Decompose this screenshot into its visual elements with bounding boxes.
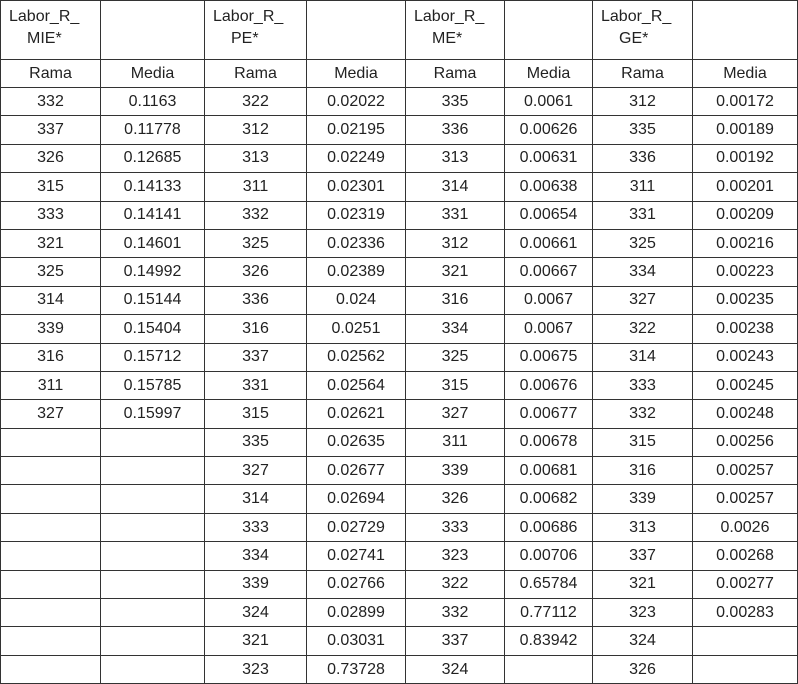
cell-media: 0.1163: [101, 88, 205, 116]
table-row: [1, 258, 798, 286]
cell-media: [693, 627, 798, 655]
cell-media: 0.00686: [505, 513, 593, 541]
cell-media: 0.0026: [693, 513, 798, 541]
group-title-blank: [505, 1, 593, 60]
cell-rama: 322: [406, 570, 505, 598]
cell-media: 0.73728: [307, 655, 406, 683]
cell-rama: [1, 485, 101, 513]
cell-rama: 321: [593, 570, 693, 598]
table-body: [1, 88, 798, 684]
cell-media: 0.15144: [101, 286, 205, 314]
cell-media: [101, 627, 205, 655]
cell-rama: 315: [406, 371, 505, 399]
cell-media: 0.00268: [693, 542, 798, 570]
cell-media: [101, 542, 205, 570]
cell-rama: 333: [406, 513, 505, 541]
column-header-media: Media: [693, 60, 798, 88]
table-row: [1, 201, 798, 229]
cell-media: 0.00172: [693, 88, 798, 116]
group-title-line1: Labor_R_: [213, 8, 284, 25]
cell-media: 0.02621: [307, 400, 406, 428]
cell-rama: 326: [406, 485, 505, 513]
cell-rama: 313: [205, 144, 307, 172]
cell-rama: 325: [593, 229, 693, 257]
cell-media: 0.00675: [505, 343, 593, 371]
cell-media: 0.00235: [693, 286, 798, 314]
cell-rama: 312: [205, 116, 307, 144]
cell-rama: 333: [205, 513, 307, 541]
cell-media: 0.00682: [505, 485, 593, 513]
cell-rama: 337: [406, 627, 505, 655]
cell-rama: 332: [1, 88, 101, 116]
cell-rama: 339: [205, 570, 307, 598]
cell-media: 0.02022: [307, 88, 406, 116]
cell-rama: 312: [593, 88, 693, 116]
cell-rama: 337: [205, 343, 307, 371]
cell-rama: 315: [593, 428, 693, 456]
cell-media: 0.14992: [101, 258, 205, 286]
column-header-rama: Rama: [205, 60, 307, 88]
cell-media: 0.02899: [307, 599, 406, 627]
cell-media: 0.02564: [307, 371, 406, 399]
cell-rama: 335: [406, 88, 505, 116]
cell-media: 0.0067: [505, 315, 593, 343]
cell-rama: 315: [205, 400, 307, 428]
cell-media: 0.02741: [307, 542, 406, 570]
cell-rama: 331: [406, 201, 505, 229]
group-title-line1: Labor_R_: [9, 8, 80, 25]
table-row: [1, 457, 798, 485]
cell-rama: [1, 570, 101, 598]
group-header-row: [1, 1, 798, 60]
column-header-media: Media: [307, 60, 406, 88]
cell-media: 0.00661: [505, 229, 593, 257]
cell-rama: 321: [205, 627, 307, 655]
group-title-blank: [693, 1, 798, 60]
group-title-line2: ME*: [432, 30, 463, 47]
cell-rama: 325: [406, 343, 505, 371]
cell-media: 0.02336: [307, 229, 406, 257]
cell-rama: 323: [205, 655, 307, 683]
cell-media: 0.00654: [505, 201, 593, 229]
cell-rama: 327: [1, 400, 101, 428]
cell-rama: 326: [593, 655, 693, 683]
cell-rama: [1, 542, 101, 570]
cell-media: 0.02249: [307, 144, 406, 172]
cell-rama: [1, 627, 101, 655]
table-row: [1, 627, 798, 655]
table-row: [1, 485, 798, 513]
cell-rama: 321: [1, 229, 101, 257]
cell-rama: 326: [1, 144, 101, 172]
cell-media: 0.00192: [693, 144, 798, 172]
table-row: [1, 116, 798, 144]
cell-media: 0.00256: [693, 428, 798, 456]
cell-media: [693, 655, 798, 683]
cell-media: 0.00678: [505, 428, 593, 456]
cell-rama: 326: [205, 258, 307, 286]
column-header-rama: Rama: [406, 60, 505, 88]
cell-media: [505, 655, 593, 683]
cell-media: 0.02301: [307, 173, 406, 201]
cell-media: 0.15997: [101, 400, 205, 428]
cell-rama: 331: [593, 201, 693, 229]
group-title-line2: GE*: [619, 30, 649, 47]
cell-media: 0.00243: [693, 343, 798, 371]
cell-media: 0.0061: [505, 88, 593, 116]
cell-media: 0.00277: [693, 570, 798, 598]
cell-rama: 311: [593, 173, 693, 201]
group-title: [593, 1, 693, 60]
cell-media: 0.02562: [307, 343, 406, 371]
cell-rama: 324: [593, 627, 693, 655]
cell-media: 0.02195: [307, 116, 406, 144]
cell-rama: 314: [406, 173, 505, 201]
cell-media: [101, 570, 205, 598]
column-header-media: Media: [505, 60, 593, 88]
cell-rama: 332: [205, 201, 307, 229]
cell-media: 0.00209: [693, 201, 798, 229]
cell-rama: 327: [593, 286, 693, 314]
cell-media: 0.00248: [693, 400, 798, 428]
group-title-blank: [307, 1, 406, 60]
cell-rama: 339: [406, 457, 505, 485]
cell-media: 0.00189: [693, 116, 798, 144]
cell-rama: 337: [593, 542, 693, 570]
table-row: [1, 173, 798, 201]
cell-media: [101, 457, 205, 485]
table-row: [1, 315, 798, 343]
group-title-line1: Labor_R_: [601, 8, 672, 25]
cell-media: 0.00283: [693, 599, 798, 627]
cell-media: 0.00638: [505, 173, 593, 201]
cell-media: 0.00257: [693, 485, 798, 513]
cell-media: 0.02319: [307, 201, 406, 229]
cell-media: 0.00676: [505, 371, 593, 399]
cell-media: [101, 599, 205, 627]
cell-rama: 336: [593, 144, 693, 172]
cell-media: 0.02729: [307, 513, 406, 541]
cell-rama: 335: [205, 428, 307, 456]
cell-rama: 324: [205, 599, 307, 627]
cell-rama: 314: [205, 485, 307, 513]
table-row: [1, 400, 798, 428]
cell-media: [101, 655, 205, 683]
cell-rama: 333: [1, 201, 101, 229]
cell-rama: 336: [205, 286, 307, 314]
cell-media: 0.02694: [307, 485, 406, 513]
group-title: [205, 1, 307, 60]
cell-media: 0.00245: [693, 371, 798, 399]
cell-media: 0.00201: [693, 173, 798, 201]
table-row: [1, 229, 798, 257]
cell-rama: 331: [205, 371, 307, 399]
cell-media: 0.02389: [307, 258, 406, 286]
cell-rama: 316: [593, 457, 693, 485]
cell-rama: 334: [406, 315, 505, 343]
cell-rama: [1, 428, 101, 456]
cell-rama: 339: [1, 315, 101, 343]
cell-media: 0.00681: [505, 457, 593, 485]
cell-rama: 327: [205, 457, 307, 485]
cell-media: 0.0067: [505, 286, 593, 314]
cell-media: 0.15404: [101, 315, 205, 343]
cell-rama: 336: [406, 116, 505, 144]
cell-media: 0.00706: [505, 542, 593, 570]
cell-media: 0.14141: [101, 201, 205, 229]
cell-rama: 334: [205, 542, 307, 570]
cell-rama: 332: [406, 599, 505, 627]
cell-media: 0.00626: [505, 116, 593, 144]
cell-media: 0.024: [307, 286, 406, 314]
cell-media: 0.00667: [505, 258, 593, 286]
table-row: [1, 599, 798, 627]
column-header-rama: Rama: [1, 60, 101, 88]
cell-rama: 339: [593, 485, 693, 513]
table-row: [1, 286, 798, 314]
cell-media: 0.03031: [307, 627, 406, 655]
cell-rama: 334: [593, 258, 693, 286]
cell-media: 0.11778: [101, 116, 205, 144]
cell-rama: 322: [205, 88, 307, 116]
cell-media: [101, 428, 205, 456]
cell-media: 0.02677: [307, 457, 406, 485]
table-row: [1, 343, 798, 371]
cell-rama: 313: [593, 513, 693, 541]
cell-media: 0.0251: [307, 315, 406, 343]
column-header-row: [1, 60, 798, 88]
cell-media: 0.00257: [693, 457, 798, 485]
cell-media: 0.14601: [101, 229, 205, 257]
cell-rama: [1, 513, 101, 541]
cell-rama: 316: [205, 315, 307, 343]
table-row: [1, 513, 798, 541]
table-row: [1, 88, 798, 116]
cell-media: 0.00216: [693, 229, 798, 257]
cell-rama: 316: [1, 343, 101, 371]
group-title-line1: Labor_R_: [414, 8, 485, 25]
cell-media: 0.15712: [101, 343, 205, 371]
cell-rama: 323: [593, 599, 693, 627]
cell-rama: 314: [1, 286, 101, 314]
cell-rama: 325: [1, 258, 101, 286]
cell-media: 0.83942: [505, 627, 593, 655]
cell-rama: [1, 655, 101, 683]
cell-rama: 333: [593, 371, 693, 399]
cell-rama: 316: [406, 286, 505, 314]
cell-rama: 335: [593, 116, 693, 144]
cell-rama: 312: [406, 229, 505, 257]
cell-rama: 323: [406, 542, 505, 570]
cell-rama: 327: [406, 400, 505, 428]
cell-media: 0.65784: [505, 570, 593, 598]
group-title: [406, 1, 505, 60]
cell-media: 0.02635: [307, 428, 406, 456]
group-title-line2: MIE*: [27, 30, 62, 47]
cell-rama: 332: [593, 400, 693, 428]
table-row: [1, 371, 798, 399]
cell-rama: [1, 599, 101, 627]
cell-media: 0.12685: [101, 144, 205, 172]
table-row: [1, 570, 798, 598]
cell-media: 0.14133: [101, 173, 205, 201]
cell-media: [101, 513, 205, 541]
column-header-media: Media: [101, 60, 205, 88]
column-header-rama: Rama: [593, 60, 693, 88]
table-row: [1, 542, 798, 570]
table-row: [1, 655, 798, 683]
table-row: [1, 428, 798, 456]
cell-rama: 322: [593, 315, 693, 343]
cell-media: [101, 485, 205, 513]
group-title-line2: PE*: [231, 30, 259, 47]
cell-rama: 315: [1, 173, 101, 201]
cell-media: 0.00223: [693, 258, 798, 286]
cell-rama: 321: [406, 258, 505, 286]
cell-media: 0.02766: [307, 570, 406, 598]
cell-rama: 313: [406, 144, 505, 172]
cell-rama: [1, 457, 101, 485]
cell-rama: 314: [593, 343, 693, 371]
cell-media: 0.15785: [101, 371, 205, 399]
group-title-blank: [101, 1, 205, 60]
cell-rama: 337: [1, 116, 101, 144]
cell-rama: 311: [1, 371, 101, 399]
cell-media: 0.77112: [505, 599, 593, 627]
cell-media: 0.00631: [505, 144, 593, 172]
cell-rama: 311: [205, 173, 307, 201]
cell-rama: 311: [406, 428, 505, 456]
cell-rama: 325: [205, 229, 307, 257]
cell-media: 0.00677: [505, 400, 593, 428]
cell-media: 0.00238: [693, 315, 798, 343]
group-title: [1, 1, 101, 60]
cell-rama: 324: [406, 655, 505, 683]
table-row: [1, 144, 798, 172]
